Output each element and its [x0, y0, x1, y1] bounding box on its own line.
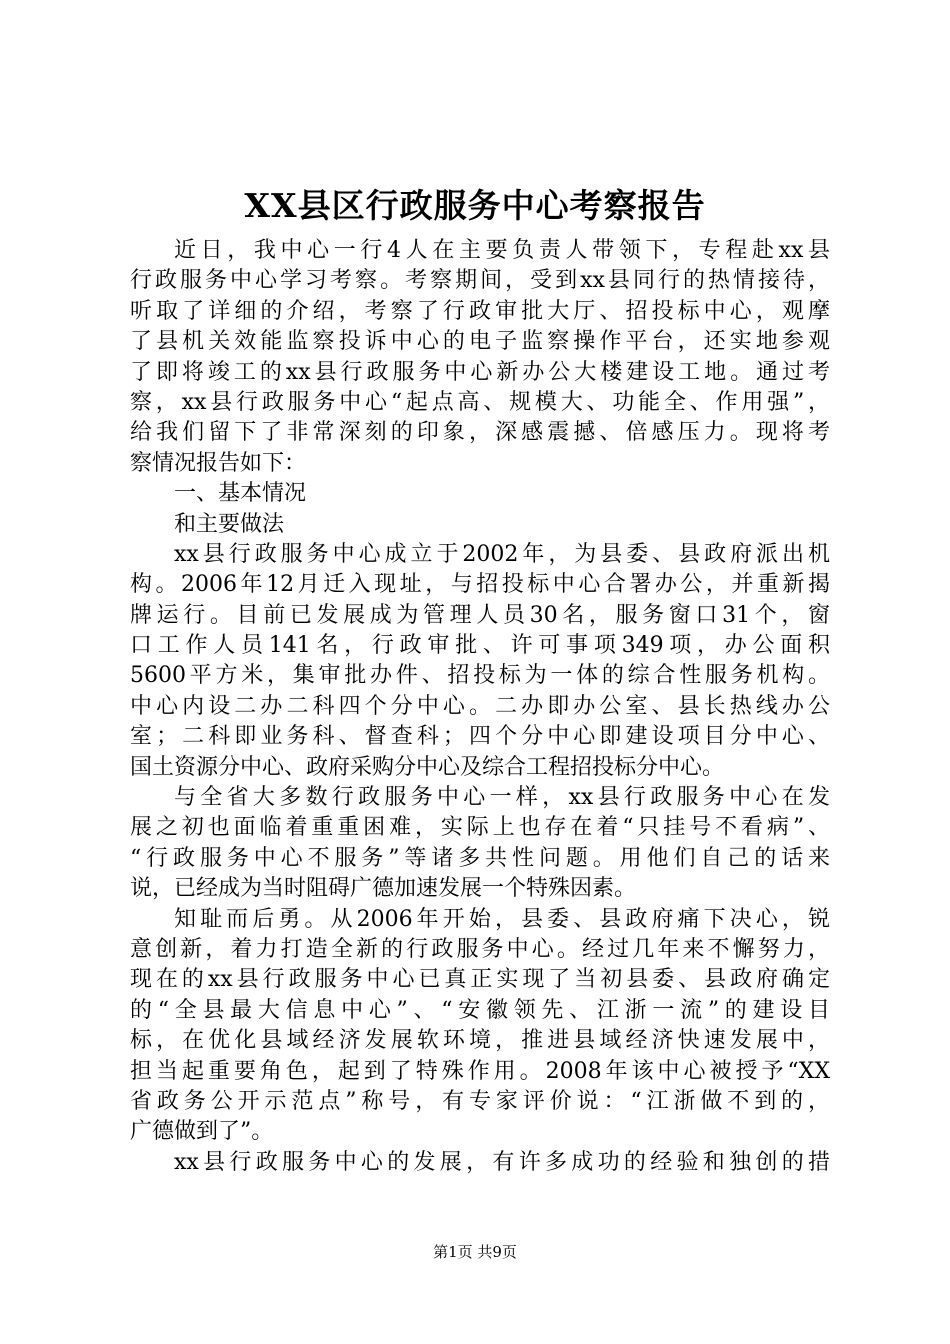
- text-line: 行政服务中心学习考察。考察期间，受到xx县同行的热情接待，: [130, 268, 830, 294]
- text-line: 说，已经成为当时阻碍广德加速发展一个特殊因素。: [130, 876, 637, 902]
- text-line: 了即将竣工的xx县行政服务中心新办公大楼建设工地。通过考: [130, 359, 830, 385]
- document-title: XX县区行政服务中心考察报告: [244, 186, 706, 225]
- text-line: 近日，我中心一行4人在主要负责人带领下，专程赴xx县: [174, 238, 830, 263]
- text-line: 察，xx县行政服务中心“起点高、规模大、功能全、作用强”，: [130, 389, 830, 415]
- text-line: 一、基本情况: [174, 481, 307, 507]
- text-line: xx县行政服务中心的发展，有许多成功的经验和独创的措: [174, 1149, 830, 1175]
- text-line: 牌运行。目前已发展成为管理人员30名，服务窗口31个，窗: [130, 602, 830, 628]
- text-line: 担当起重要角色，起到了特殊作用。2008年该中心被授予“XX: [130, 1058, 830, 1084]
- text-line: “行政服务中心不服务”等诸多共性问题。用他们自己的话来: [130, 845, 830, 871]
- document-body: [130, 236, 830, 1178]
- text-line: 与全省大多数行政服务中心一样，xx县行政服务中心在发: [174, 785, 830, 811]
- text-line: 标，在优化县域经济发展软环境，推进县域经济快速发展中，: [130, 1028, 830, 1054]
- text-line: 意创新，着力打造全新的行政服务中心。经过几年来不懈努力，: [130, 936, 830, 962]
- text-line: 给我们留下了非常深刻的印象，深感震撼、倍感压力。现将考: [130, 420, 830, 446]
- text-line: 5600平方米，集审批办件、招投标为一体的综合性服务机构。: [130, 663, 830, 689]
- text-line: 知耻而后勇。从2006年开始，县委、县政府痛下决心，锐: [174, 906, 830, 932]
- text-line: 室；二科即业务科、督查科；四个分中心即建设项目分中心、: [130, 724, 830, 750]
- text-line: 国土资源分中心、政府采购分中心及综合工程招投标分中心。: [130, 754, 725, 780]
- text-line: 构。2006年12月迁入现址，与招投标中心合署办公，并重新揭: [130, 572, 830, 598]
- text-line: 口工作人员141名，行政审批、许可事项349项，办公面积: [130, 633, 830, 659]
- text-line: 听取了详细的介绍，考察了行政审批大厅、招投标中心，观摩: [130, 298, 830, 324]
- text-line: 和主要做法: [174, 511, 285, 537]
- text-line: 中心内设二办二科四个分中心。二办即办公室、县长热线办公: [130, 693, 830, 719]
- text-line: 了县机关效能监察投诉中心的电子监察操作平台，还实地参观: [130, 329, 830, 355]
- text-line: xx县行政服务中心成立于2002年，为县委、县政府派出机: [174, 541, 830, 567]
- text-line: 省政务公开示范点”称号，有专家评价说：“江浙做不到的，: [130, 1088, 830, 1114]
- text-line: 现在的xx县行政服务中心已真正实现了当初县委、县政府确定: [130, 967, 830, 993]
- text-line: 广德做到了”。: [130, 1119, 274, 1145]
- text-line: 察情况报告如下：: [130, 450, 307, 476]
- page-footer: 第1页 共9页: [433, 1243, 517, 1261]
- text-line: 的“全县最大信息中心”、“安徽领先、江浙一流”的建设目: [130, 997, 830, 1023]
- text-line: 展之初也面临着重重困难，实际上也存在着“只挂号不看病”、: [130, 815, 830, 841]
